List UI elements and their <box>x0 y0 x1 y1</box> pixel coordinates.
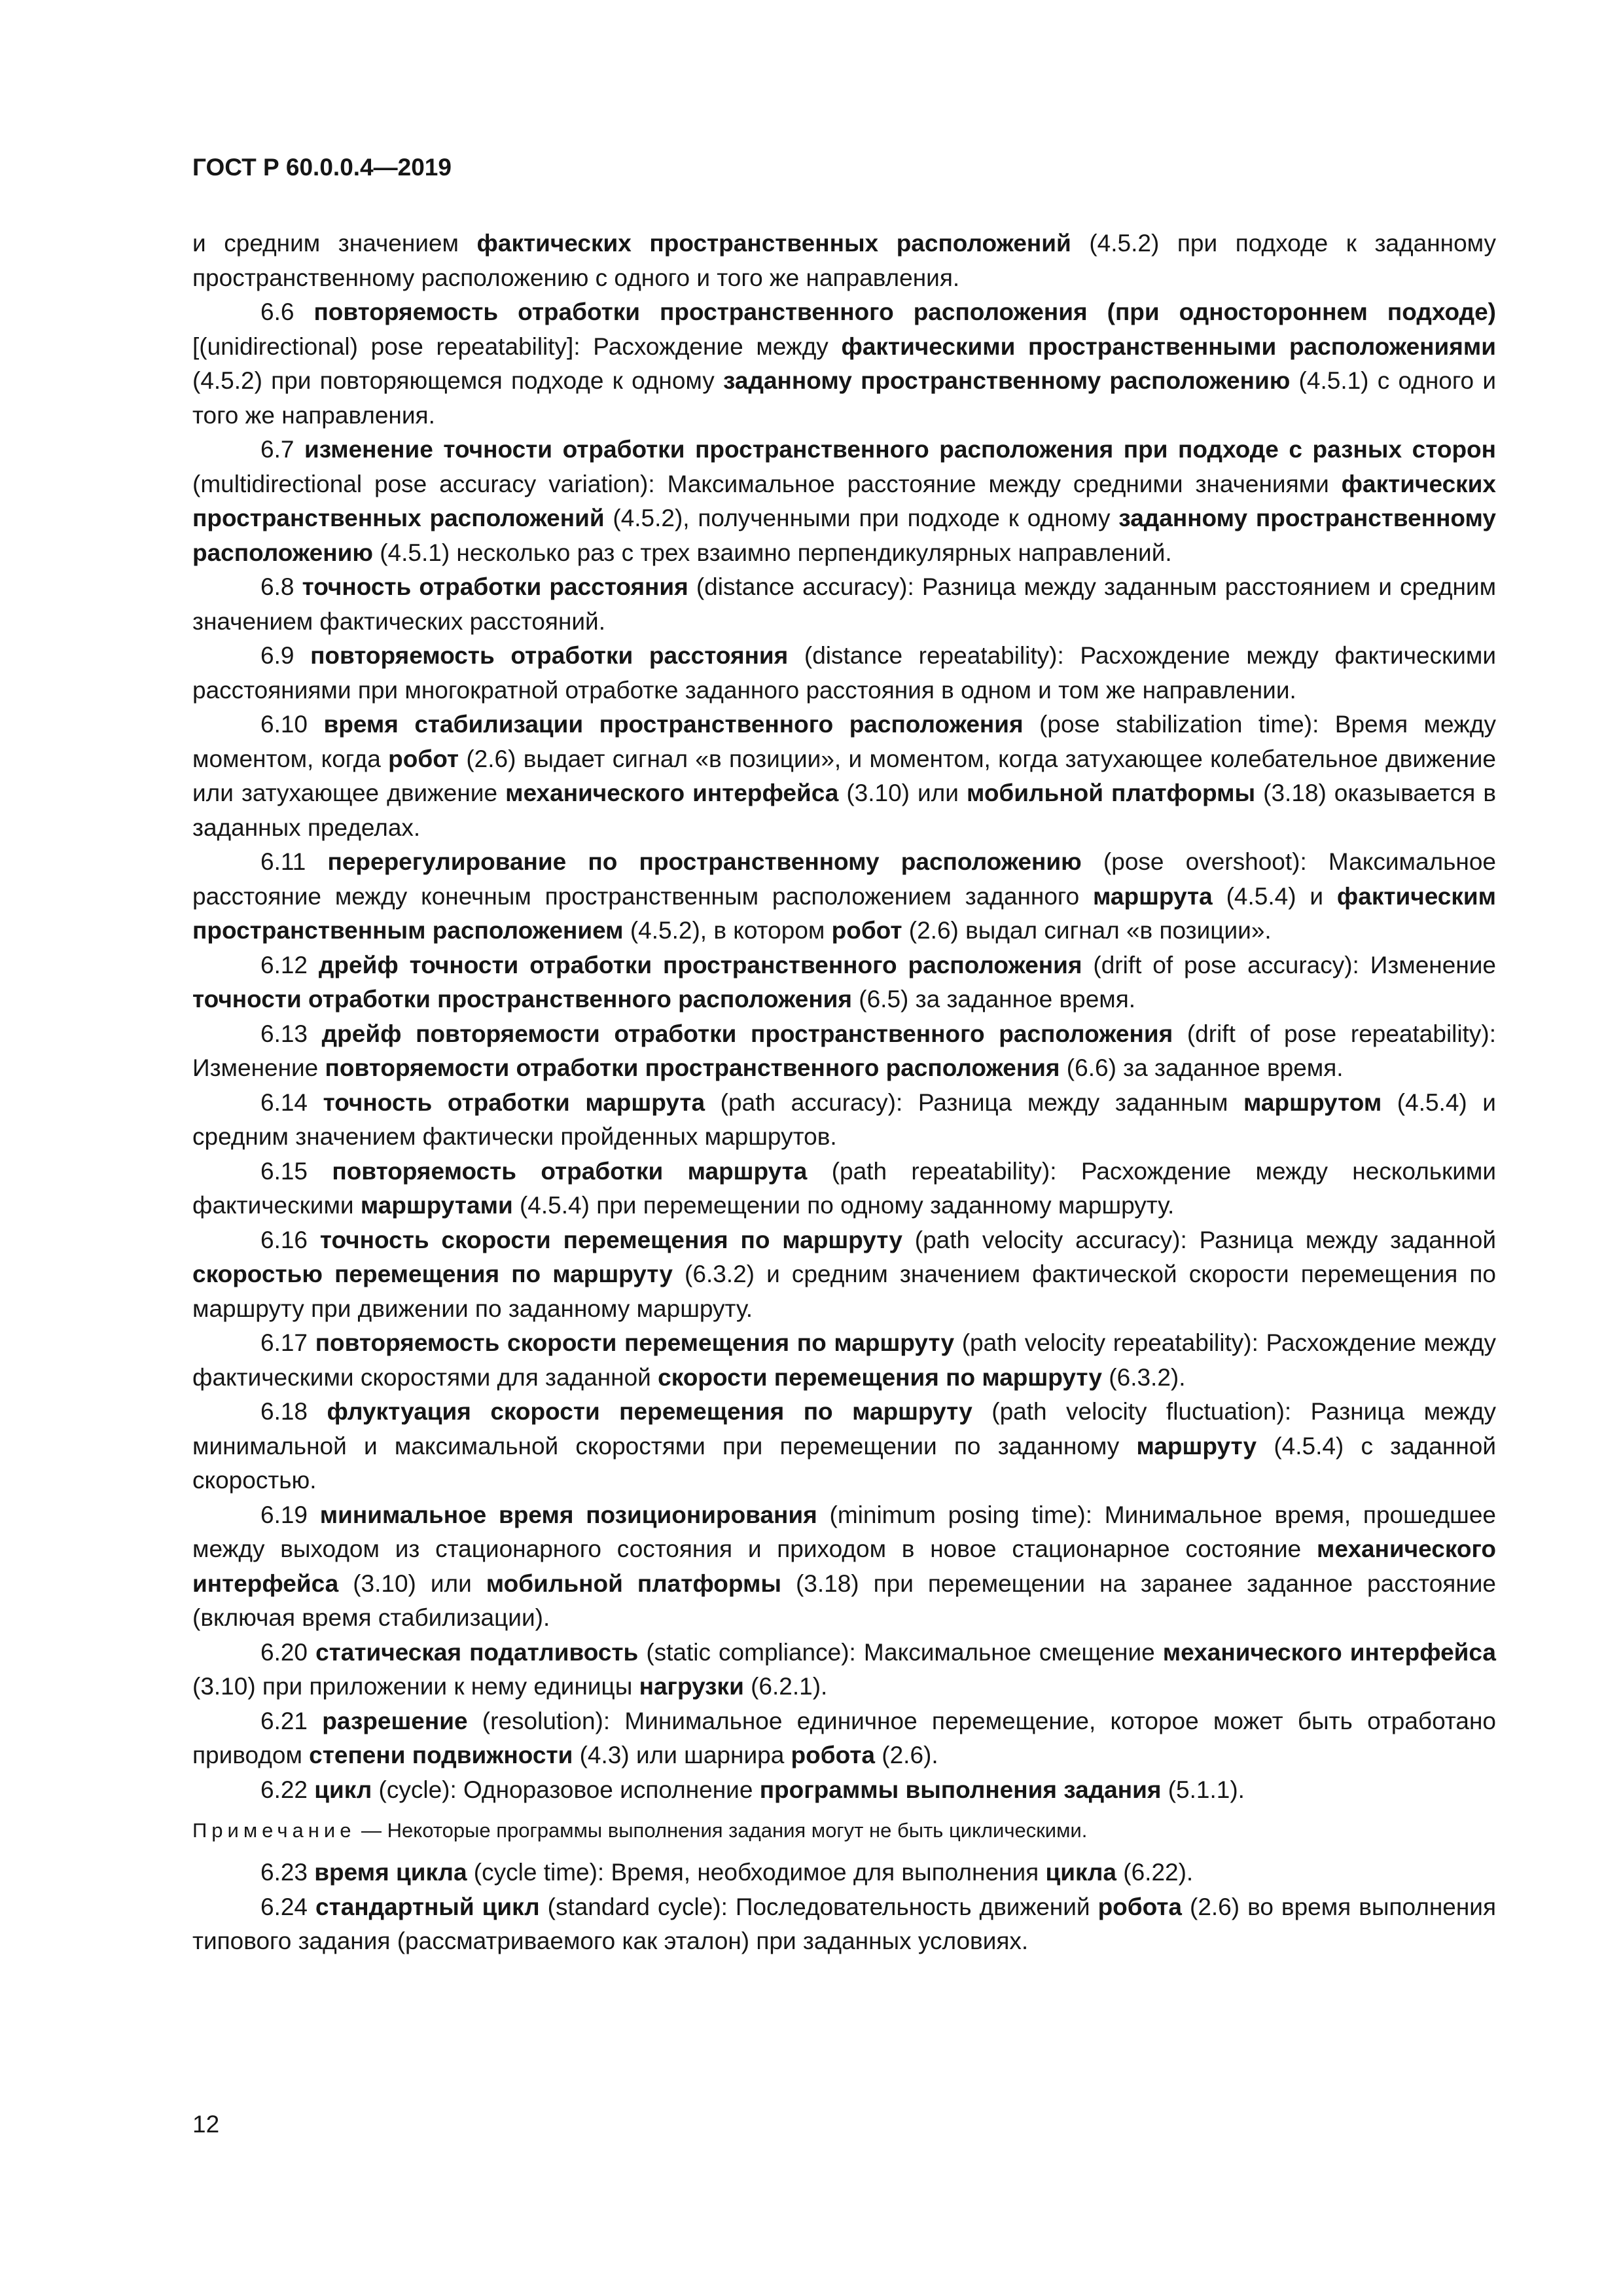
term-bold: нагрузки <box>639 1673 744 1700</box>
term-bold: перерегулирование по пространственному расположению <box>327 848 1082 875</box>
definition-text: (cycle time): Время, необходимое для выполнения <box>467 1859 1046 1886</box>
definition-text: (6.5) за заданное время. <box>852 986 1136 1013</box>
term-bold: точности отработки пространственного расположения <box>192 986 852 1013</box>
definition-text: (6.3.2) и средним значением фактической скорости перемещения по маршруту при движении по заданному маршруту. <box>192 1261 1496 1322</box>
term-bold: робота <box>1097 1893 1182 1920</box>
definition-text: (6.22). <box>1116 1859 1194 1886</box>
definition-text: (distance accuracy): Разница между заданным расстоянием и средним значением фактических расстояний. <box>192 573 1497 635</box>
term-bold: степени подвижности <box>309 1742 573 1768</box>
definition-text: (path repeatability): Расхождение между несколькими фактическими <box>192 1157 1497 1219</box>
clause-number: 6.15 <box>260 1157 308 1185</box>
term-bold: заданному пространственному расположению <box>723 367 1291 394</box>
definition-text: (path velocity accuracy): Разница между заданной <box>902 1226 1496 1253</box>
term-bold: время стабилизации пространственного расположения <box>323 711 1024 738</box>
definition-text: (cycle): Одноразовое исполнение <box>372 1776 760 1803</box>
definition-entry <box>192 1223 1496 1327</box>
definition-entry <box>192 1890 1496 1959</box>
term-bold: мобильной платформы <box>486 1570 781 1597</box>
definition-text: (pose stabilization time): Время между моментом, когда <box>192 711 1496 772</box>
term-bold: робота <box>791 1742 875 1768</box>
definition-text: [(unidirectional) pose repeatability]: Расхождение между <box>192 332 842 360</box>
term-bold: робот <box>388 745 459 772</box>
term-bold: заданному пространственному расположению <box>192 505 1497 566</box>
definition-text: (2.6) во время выполнения типового задания (рассматриваемого как эталон) при заданных условиях. <box>192 1893 1496 1954</box>
term-bold: цикл <box>314 1776 372 1803</box>
term-bold: флуктуация скорости перемещения по маршруту <box>327 1398 972 1425</box>
term-bold: маршрута <box>1093 882 1213 910</box>
definition-text: (resolution): Минимальное единичное перемещение, которое может быть отработано приводом <box>192 1707 1497 1768</box>
term-bold: повторяемость скорости перемещения по маршруту <box>315 1329 955 1356</box>
term-bold: маршруту <box>1136 1432 1257 1460</box>
term-bold: маршрутом <box>1243 1088 1382 1116</box>
clause-number: 6.23 <box>260 1859 308 1886</box>
term-bold: скорости перемещения по маршруту <box>658 1363 1103 1391</box>
definition-text: (drift of pose repeatability): Изменение <box>192 1020 1497 1081</box>
definition-entry <box>192 1326 1496 1395</box>
term-bold: минимальное время позиционирования <box>319 1501 817 1528</box>
definition-text: (3.18) при перемещении на заранее заданное расстояние (включая время стабилизации). <box>192 1570 1497 1631</box>
definition-text: (4.5.2) при подходе к заданному пространственному расположению с одного и того же направления. <box>192 230 1496 291</box>
clause-number: 6.10 <box>260 711 308 738</box>
term-bold: мобильной платформы <box>966 780 1256 806</box>
definition-text: (4.5.4) и <box>1212 882 1337 910</box>
clause-number: 6.19 <box>260 1501 308 1528</box>
definition-entry <box>192 639 1496 708</box>
definition-entry <box>192 1704 1496 1773</box>
definition-text: (distance repeatability): Расхождение между фактическими расстояниями при многократной отработке заданного расстояния в одном и том же направлении. <box>192 642 1497 704</box>
definition-text: (4.5.4) с заданной скоростью. <box>192 1432 1496 1494</box>
definition-text: (static compliance): Максимальное смещение <box>638 1638 1163 1666</box>
term-bold: робот <box>831 917 902 944</box>
term-bold: повторяемость отработки маршрута <box>332 1157 808 1185</box>
definition-text: (6.6) за заданное время. <box>1060 1054 1344 1081</box>
term-bold: механического интерфейса <box>192 1535 1496 1597</box>
term-bold: фактическими пространственными расположениями <box>841 332 1496 360</box>
definition-entry <box>192 295 1496 433</box>
definitions-body <box>192 226 1496 1959</box>
term-bold: время цикла <box>314 1859 467 1886</box>
definition-text: (2.6) выдал сигнал «в позиции». <box>902 917 1272 944</box>
term-bold: дрейф точности отработки пространственного расположения <box>318 951 1082 978</box>
definition-text: (6.2.1). <box>743 1673 828 1700</box>
definition-text: (path accuracy): Разница между заданным <box>705 1088 1244 1116</box>
term-bold: статическая податливость <box>315 1638 639 1666</box>
definition-entry <box>192 1498 1496 1636</box>
term-bold: точность скорости перемещения по маршруту <box>319 1226 902 1253</box>
definition-text: (4.5.2) при повторяющемся подходе к одному <box>192 367 724 394</box>
definition-text: (2.6). <box>874 1742 938 1768</box>
definition-text: (4.5.2), в котором <box>623 917 832 944</box>
definition-entry <box>192 1155 1496 1223</box>
definition-text: (2.6) выдает сигнал «в позиции», и моментом, когда затухающее колебательное движение или затухающее движение <box>192 745 1496 806</box>
definition-text: (3.10) при приложении к нему единицы <box>192 1673 639 1700</box>
definition-entry <box>192 845 1496 948</box>
clause-number: 6.12 <box>260 951 308 978</box>
term-bold: дрейф повторяемости отработки пространственного расположения <box>321 1020 1173 1047</box>
term-bold: повторяемости отработки пространственного расположения <box>325 1054 1060 1081</box>
clause-number: 6.13 <box>260 1020 308 1047</box>
definition-entry <box>192 948 1496 1017</box>
term-bold: разрешение <box>322 1707 468 1734</box>
definition-text: (4.3) или шарнира <box>573 1742 791 1768</box>
definition-entry <box>192 570 1496 639</box>
term-bold: точность отработки расстояния <box>302 573 688 600</box>
document-code-header: ГОСТ Р 60.0.0.4—2019 <box>192 154 452 181</box>
definition-text: (3.18) оказывается в заданных пределах. <box>192 780 1497 841</box>
definition-text: (pose overshoot): Максимальное расстояние между конечным пространственным расположением заданного <box>192 848 1496 910</box>
clause-number: 6.6 <box>260 298 294 325</box>
term-bold: программы выполнения задания <box>759 1776 1162 1803</box>
definition-text: и средним значением <box>192 230 477 257</box>
definition-text: (4.5.4) при перемещении по одному заданному маршруту. <box>512 1192 1175 1219</box>
term-bold: изменение точности отработки пространственного расположения при подходе с разных сторон <box>304 436 1497 463</box>
note-paragraph <box>192 1816 1496 1845</box>
term-bold: точность отработки маршрута <box>323 1088 705 1116</box>
definition-text: (6.3.2). <box>1102 1363 1186 1391</box>
definition-text: (standard cycle): Последовательность движений <box>539 1893 1098 1920</box>
definition-entry <box>192 1086 1496 1155</box>
clause-number: 6.8 <box>260 573 294 600</box>
term-bold: фактических пространственных расположений <box>192 470 1496 531</box>
definition-entry <box>192 1017 1496 1086</box>
clause-number: 6.17 <box>260 1329 308 1356</box>
clause-number: 6.16 <box>260 1226 308 1253</box>
note-text: — Некоторые программы выполнения задания могут не быть циклическими. <box>355 1819 1088 1842</box>
clause-number: 6.22 <box>260 1776 308 1803</box>
note-label: Примечание <box>192 1819 356 1842</box>
definition-text: (3.10) или <box>838 780 967 806</box>
definition-text: (4.5.4) и средним значением фактически пройденных маршрутов. <box>192 1088 1496 1150</box>
definition-text: (path velocity fluctuation): Разница между минимальной и максимальной скоростями при перемещении по заданному <box>192 1398 1497 1460</box>
definition-entry <box>192 1636 1496 1704</box>
term-bold: цикла <box>1045 1859 1116 1886</box>
term-bold: фактическим пространственным расположением <box>192 882 1496 944</box>
term-bold: механического интерфейса <box>505 780 839 806</box>
clause-number: 6.11 <box>260 848 306 875</box>
clause-number: 6.24 <box>260 1893 308 1920</box>
definition-text: (drift of pose accuracy): Изменение <box>1082 951 1497 978</box>
term-bold: стандартный цикл <box>315 1893 540 1920</box>
definition-text: (4.5.2), полученными при подходе к одному <box>604 505 1119 531</box>
clause-number: 6.18 <box>260 1398 308 1425</box>
definition-text: (path velocity repeatability): Расхождение между фактическими скоростями для заданной <box>192 1329 1496 1391</box>
definition-entry <box>192 433 1496 570</box>
term-bold: механического интерфейса <box>1162 1638 1497 1666</box>
continuation-paragraph <box>192 226 1496 295</box>
definition-entry <box>192 1856 1496 1890</box>
definition-text: (minimum posing time): Минимальное время, прошедшее между выходом из стационарного состояния и приходом в новое стационарное состояние <box>192 1501 1496 1562</box>
definition-text: (4.5.1) несколько раз с трех взаимно перпендикулярных направлений. <box>372 539 1172 566</box>
term-bold: скоростью перемещения по маршруту <box>192 1261 673 1287</box>
definition-text: (4.5.1) с одного и того же направления. <box>192 367 1496 429</box>
definition-text: (5.1.1). <box>1161 1776 1245 1803</box>
term-bold: фактических пространственных расположений <box>476 230 1071 257</box>
definition-text: (3.10) или <box>338 1570 486 1597</box>
clause-number: 6.7 <box>260 436 294 463</box>
clause-number: 6.9 <box>260 642 294 669</box>
page-number: 12 <box>192 2111 220 2138</box>
definition-entry <box>192 708 1496 845</box>
definition-entry <box>192 1395 1496 1498</box>
term-bold: маршрутами <box>360 1192 513 1219</box>
clause-number: 6.14 <box>260 1088 308 1116</box>
definition-text: (multidirectional pose accuracy variation): Максимальное расстояние между средними значениями <box>192 470 1342 497</box>
term-bold: повторяемость отработки расстояния <box>310 642 789 669</box>
definition-entry <box>192 1773 1496 1808</box>
term-bold: повторяемость отработки пространственного расположения (при одностороннем подходе) <box>313 298 1496 325</box>
clause-number: 6.21 <box>260 1707 308 1734</box>
clause-number: 6.20 <box>260 1638 308 1666</box>
